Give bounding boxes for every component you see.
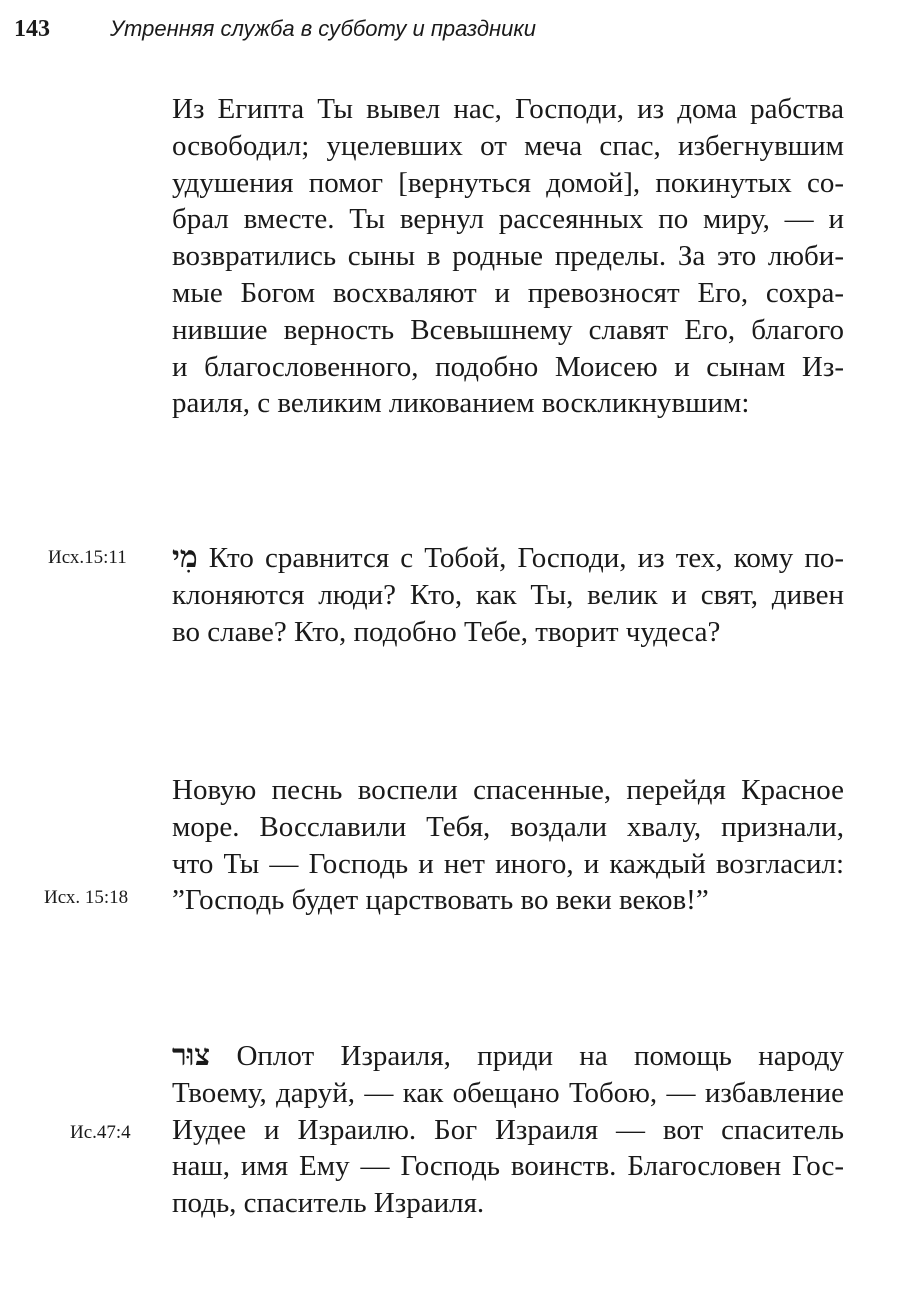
text-line: и благословенного, подобно Моисею и сынам Из-: [172, 350, 844, 383]
paragraph-tzur-israel: [172, 1038, 844, 1222]
text-line: что Ты — Господь и нет иного, и каждый возгласил:: [172, 847, 844, 880]
hebrew-initial-word: צוּר: [172, 1038, 211, 1073]
margin-reference: Исх. 15:18: [44, 887, 129, 908]
text-line-rest: Кто сравнится с Тобой, Господи, из тех, кому по-: [208, 542, 845, 574]
hebrew-initial-word: מִי: [172, 540, 198, 575]
text-line: брал вместе. Ты вернул рассеянных по миру, — и: [172, 203, 844, 236]
text-line: подь, спаситель Израиля.: [172, 1187, 485, 1220]
running-title: Утренняя служба в субботу и праздники: [110, 16, 537, 41]
paragraph-new-song: [172, 772, 844, 919]
text-line: Из Египта Ты вывел нас, Господи, из дома рабства: [172, 93, 844, 125]
page-number: 143: [14, 16, 50, 42]
paragraph-mi-chamocha: [172, 540, 844, 650]
text-line: [172, 1038, 844, 1075]
text-line: Иудее и Израилю. Бог Израиля — вот спаситель: [172, 1113, 844, 1146]
text-line: нившие верность Всевышнему славят Его, благого: [172, 313, 844, 346]
margin-reference: Исх.15:11: [48, 547, 127, 568]
margin-reference: Ис.47:4: [70, 1122, 131, 1143]
text-line: Новую песнь воспели спасенные, перейдя Красное: [172, 774, 844, 806]
text-line-rest: Оплот Израиля, приди на помощь народу: [236, 1040, 845, 1072]
text-line: раиля, с великим ликованием воскликнувшим:: [172, 387, 750, 420]
text-line: Твоему, даруй, — как обещано Тобою, — избавление: [172, 1076, 844, 1109]
text-line: [172, 540, 844, 577]
text-line: освободил; уцелевших от меча спас, избегнувшим: [172, 129, 844, 162]
text-line: ”Господь будет царствовать во веки веков!”: [172, 884, 709, 917]
text-line: наш, имя Ему — Господь воинств. Благословен Гос-: [172, 1150, 844, 1183]
text-line: море. Восславили Тебя, воздали хвалу, признали,: [172, 810, 844, 843]
text-line: во славе? Кто, подобно Тебе, творит чудеса?: [172, 615, 721, 648]
text-line: мые Богом восхваляют и превозносят Его, сохра-: [172, 276, 844, 309]
text-line: возвратились сыны в родные пределы. За это люби-: [172, 240, 844, 273]
text-line: удушения помог [вернуться домой], покинутых со-: [172, 166, 844, 199]
text-line: клоняются люди? Кто, как Ты, велик и свят, дивен: [172, 578, 844, 611]
paragraph-from-egypt: [172, 91, 844, 422]
